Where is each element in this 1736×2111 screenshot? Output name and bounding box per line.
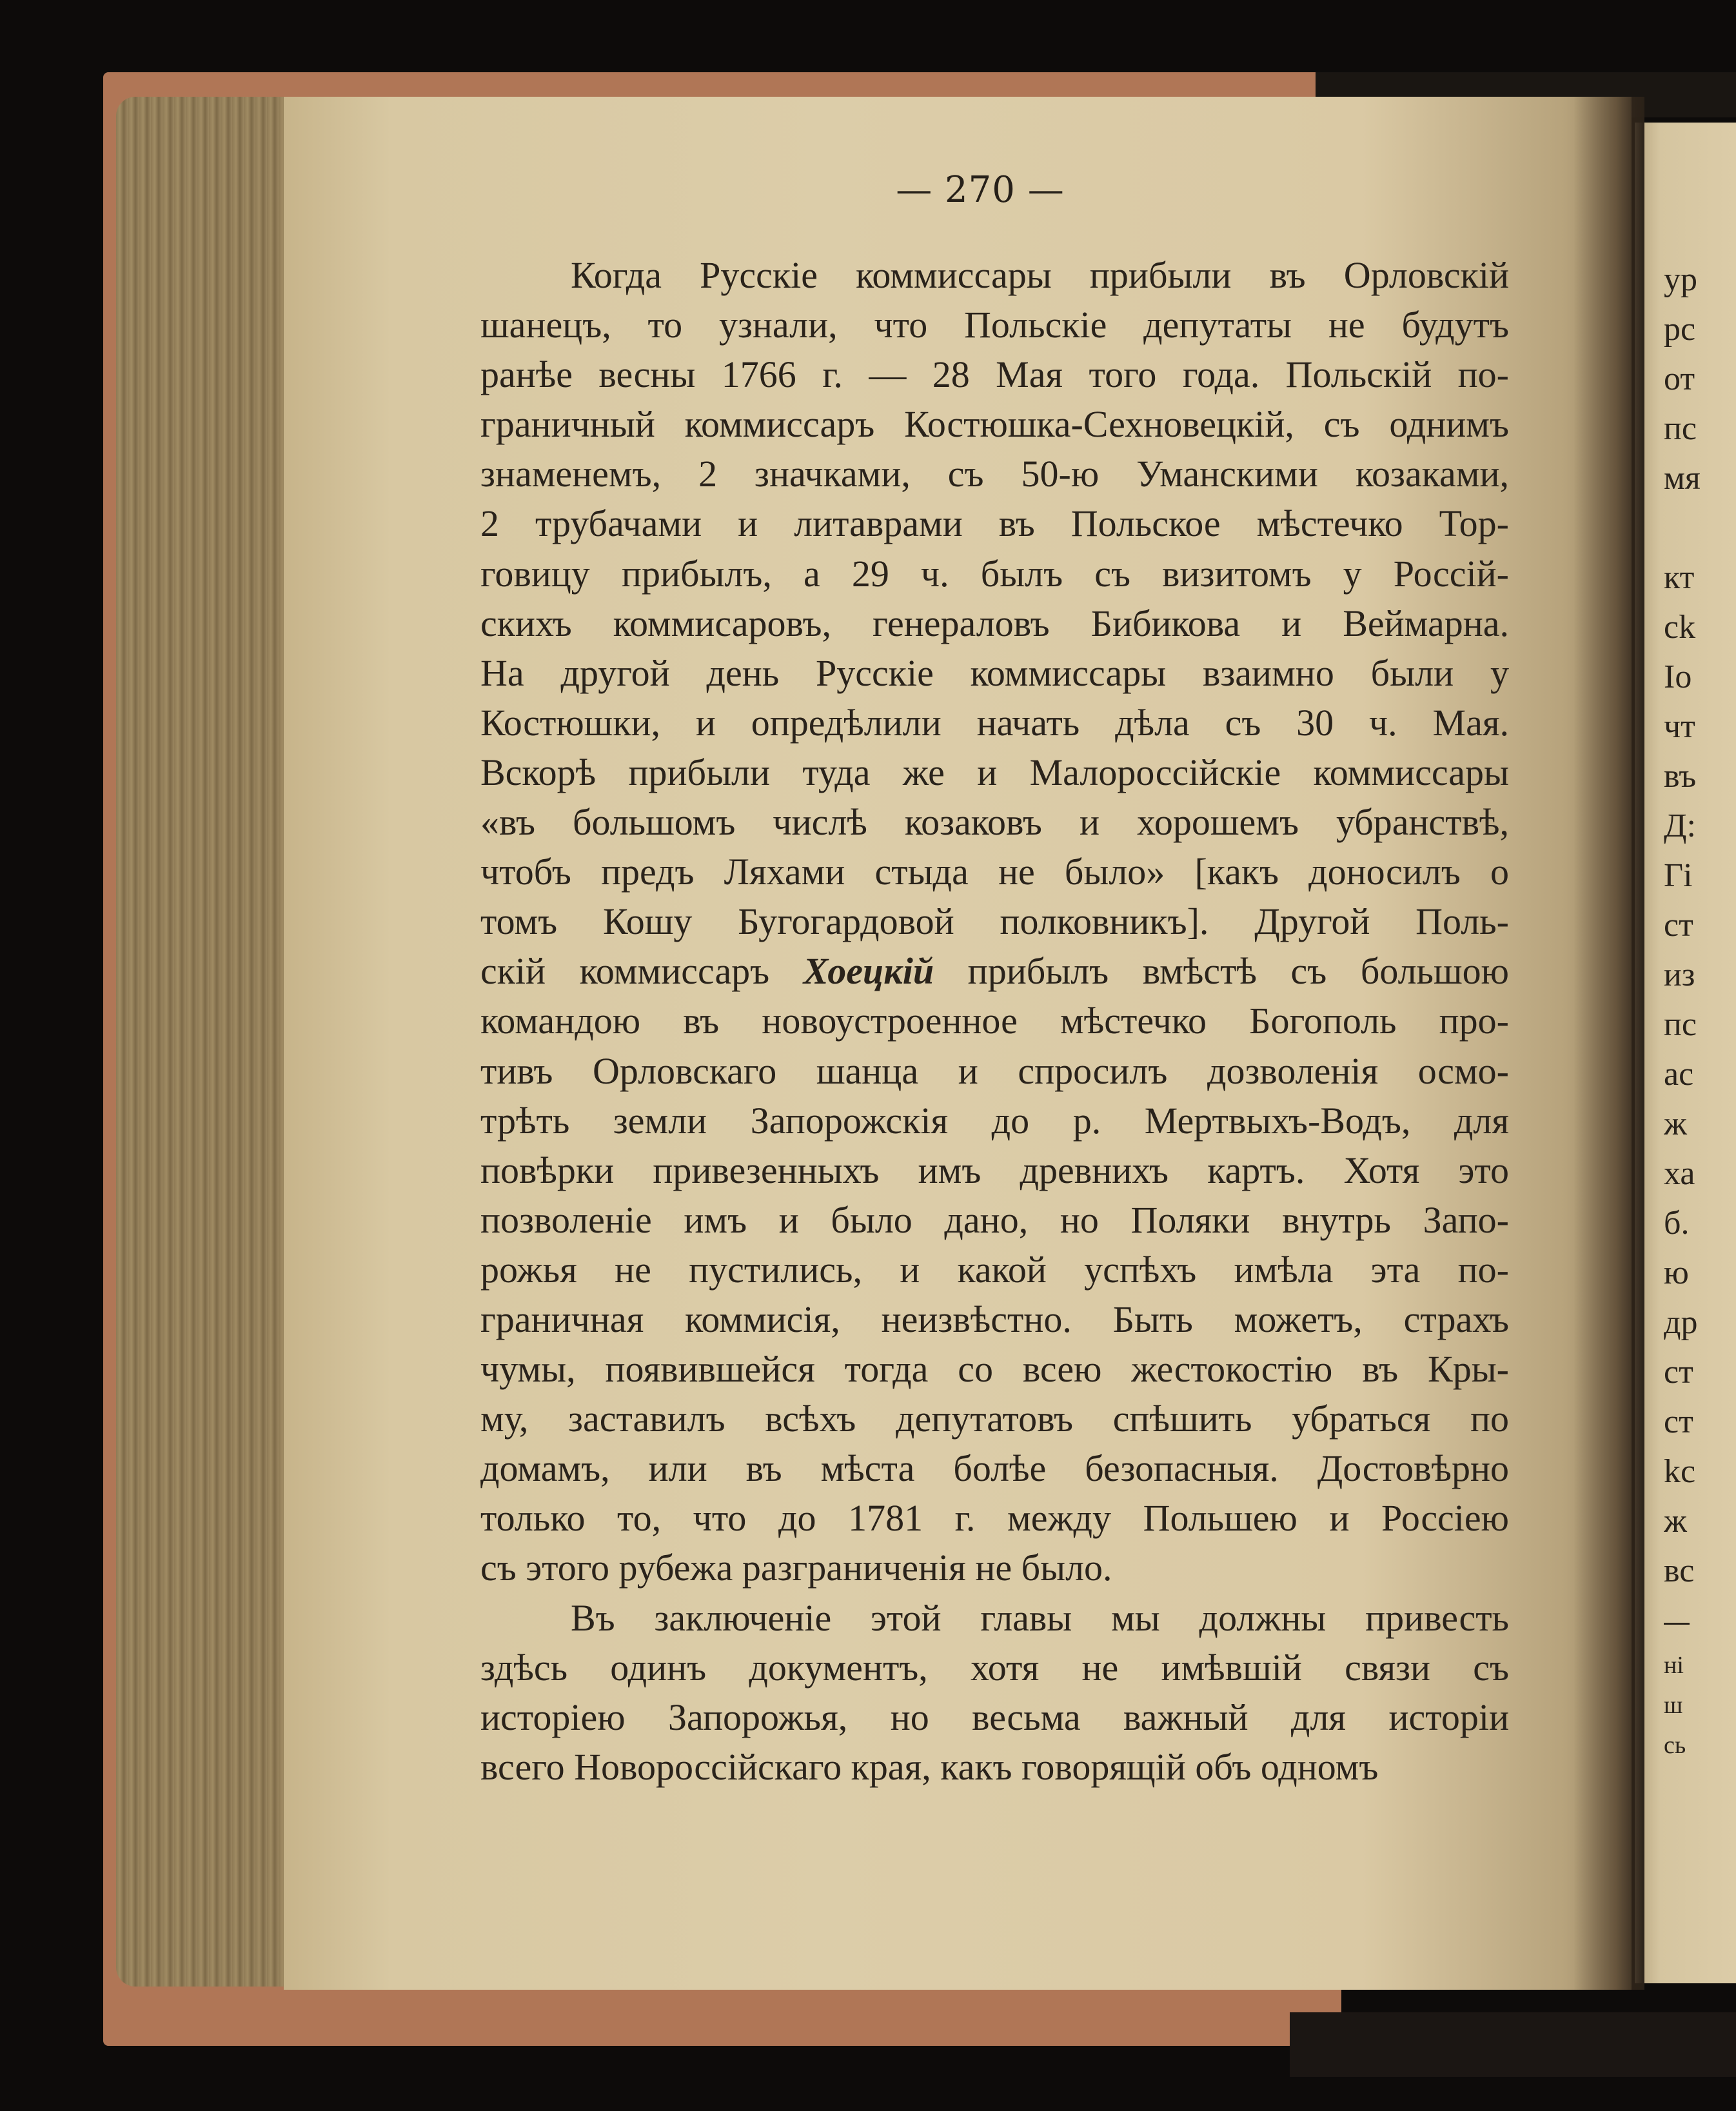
page-edges [116, 97, 297, 1987]
text-line: му, заставилъ всѣхъ депутатовъ спѣшить убраться по [480, 1398, 1509, 1440]
footnote-rule [1664, 1596, 1735, 1645]
text-line: скій коммиссаръ Хоецкій прибылъ вмѣстѣ съ большою [480, 950, 1510, 993]
cover-shadow-bottom [1290, 2012, 1736, 2077]
facing-line-fragment: Гі [1664, 857, 1693, 894]
text-line: позволеніе имъ и было дано, но Поляки внутрь Запо- [480, 1198, 1509, 1241]
text-line: ранѣе весны 1766 г. — 28 Мая того года. Польскій по- [480, 353, 1509, 396]
text-line: говицу прибылъ, а 29 ч. былъ съ визитомъ у Россій- [480, 552, 1509, 595]
facing-line-fragment: б. [1664, 1205, 1690, 1242]
text-line: шанецъ, то узнали, что Польскіе депутаты не будутъ [480, 304, 1509, 346]
facing-line-fragment: чт [1664, 708, 1695, 745]
facing-gap [1664, 503, 1735, 553]
facing-line-fragment: ю [1664, 1254, 1689, 1291]
text-line: Когда Русскіе коммиссары прибыли въ Орловскій [571, 254, 1509, 296]
page-body-text [480, 250, 1509, 1792]
text-line: граничная коммисія, неизвѣстно. Быть можетъ, страхъ [480, 1298, 1509, 1340]
facing-line-fragment: ст [1664, 1354, 1693, 1391]
page-number-header: — 270 — [896, 169, 1065, 211]
facing-line-fragment: kc [1664, 1453, 1696, 1490]
facing-line-fragment: Д: [1664, 808, 1696, 844]
facing-line-fragment: из [1664, 956, 1695, 993]
text-line: съ этого рубежа разграниченія не было. [480, 1547, 1112, 1589]
facing-line-fragment: ст [1664, 907, 1693, 944]
facing-line-fragment: ур [1664, 261, 1697, 298]
text-line: 2 трубачами и литаврами въ Польское мѣстечко Тор- [480, 502, 1509, 545]
text-line: На другой день Русскіе коммиссары взаимно были у [480, 651, 1509, 694]
facing-line-fragment: пс [1664, 1006, 1697, 1043]
text-line: здѣсь одинъ документъ, хотя не имѣвшій связи съ [480, 1646, 1509, 1689]
text-line: Въ заключеніе этой главы мы должны привесть [571, 1596, 1509, 1639]
facing-line-fragment: рс [1664, 311, 1696, 348]
text-line: «въ большомъ числѣ козаковъ и хорошемъ убранствѣ, [480, 801, 1509, 844]
text-line: командою въ новоустроенное мѣстечко Богополь про- [480, 1000, 1509, 1042]
facing-line-fragment: пс [1664, 410, 1697, 447]
facing-line-fragment: ж [1664, 1105, 1687, 1142]
book-gutter [1573, 97, 1644, 1990]
text-line: граничный коммиссаръ Костюшка-Сехновецкій, съ однимъ [480, 403, 1509, 446]
facing-line-fragment: ха [1664, 1155, 1695, 1192]
italic-name: Хоецкій [803, 950, 934, 993]
text-line: тивъ Орловскаго шанца и спросилъ дозволенія осмо- [480, 1049, 1509, 1092]
facing-line-fragment: въ [1664, 758, 1697, 795]
facing-footnote-fragment: сь [1664, 1732, 1686, 1759]
text-line: чтобъ предъ Ляхами стыда не было» [какъ доносилъ о [480, 851, 1509, 893]
facing-line-fragment: мя [1664, 460, 1701, 497]
facing-line-fragment: кт [1664, 559, 1695, 596]
facing-line-fragment: ж [1664, 1503, 1687, 1540]
text-line: Костюшки, и опредѣлили начать дѣла съ 30 ч. Мая. [480, 701, 1509, 744]
facing-line-fragment: вс [1664, 1552, 1695, 1589]
text-line: чумы, появившейся тогда со всею жестокостію въ Кры- [480, 1348, 1509, 1391]
text-line: трѣть земли Запорожскія до р. Мертвыхъ-Водъ, для [480, 1099, 1509, 1142]
facing-footnote-fragment: ні [1664, 1652, 1684, 1679]
text-line: знаменемъ, 2 значками, съ 50-ю Уманскими козаками, [480, 453, 1509, 495]
facing-line-fragment: Іо [1664, 659, 1692, 695]
facing-line-fragment: от [1664, 361, 1695, 397]
text-line: скихъ коммисаровъ, генераловъ Бибикова и Веймарна. [480, 602, 1509, 644]
text-line: Вскорѣ прибыли туда же и Малороссійскіе коммиссары [480, 751, 1509, 793]
facing-line-fragment: др [1664, 1304, 1698, 1341]
facing-line-fragment: ст [1664, 1403, 1693, 1440]
facing-footnote-fragment: ш [1664, 1692, 1683, 1719]
facing-page-text [1664, 255, 1735, 1765]
text-line: только то, что до 1781 г. между Польшею и Россіею [480, 1497, 1509, 1540]
text-line: исторіею Запорожья, но весьма важный для исторіи [480, 1696, 1509, 1738]
facing-line-fragment: ck [1664, 609, 1696, 646]
text-line: всего Новороссійскаго края, какъ говорящій объ одномъ [480, 1745, 1379, 1788]
text-line: домамъ, или въ мѣста болѣе безопасныя. Достовѣрно [480, 1447, 1509, 1490]
text-line: рожья не пустились, и какой успѣхъ имѣла эта по- [480, 1248, 1509, 1291]
text-line: повѣрки привезенныхъ имъ древнихъ картъ. Хотя это [480, 1149, 1509, 1191]
facing-line-fragment: ас [1664, 1056, 1694, 1093]
text-line: томъ Кошу Бугогардовой полковникъ]. Другой Поль- [480, 900, 1509, 943]
